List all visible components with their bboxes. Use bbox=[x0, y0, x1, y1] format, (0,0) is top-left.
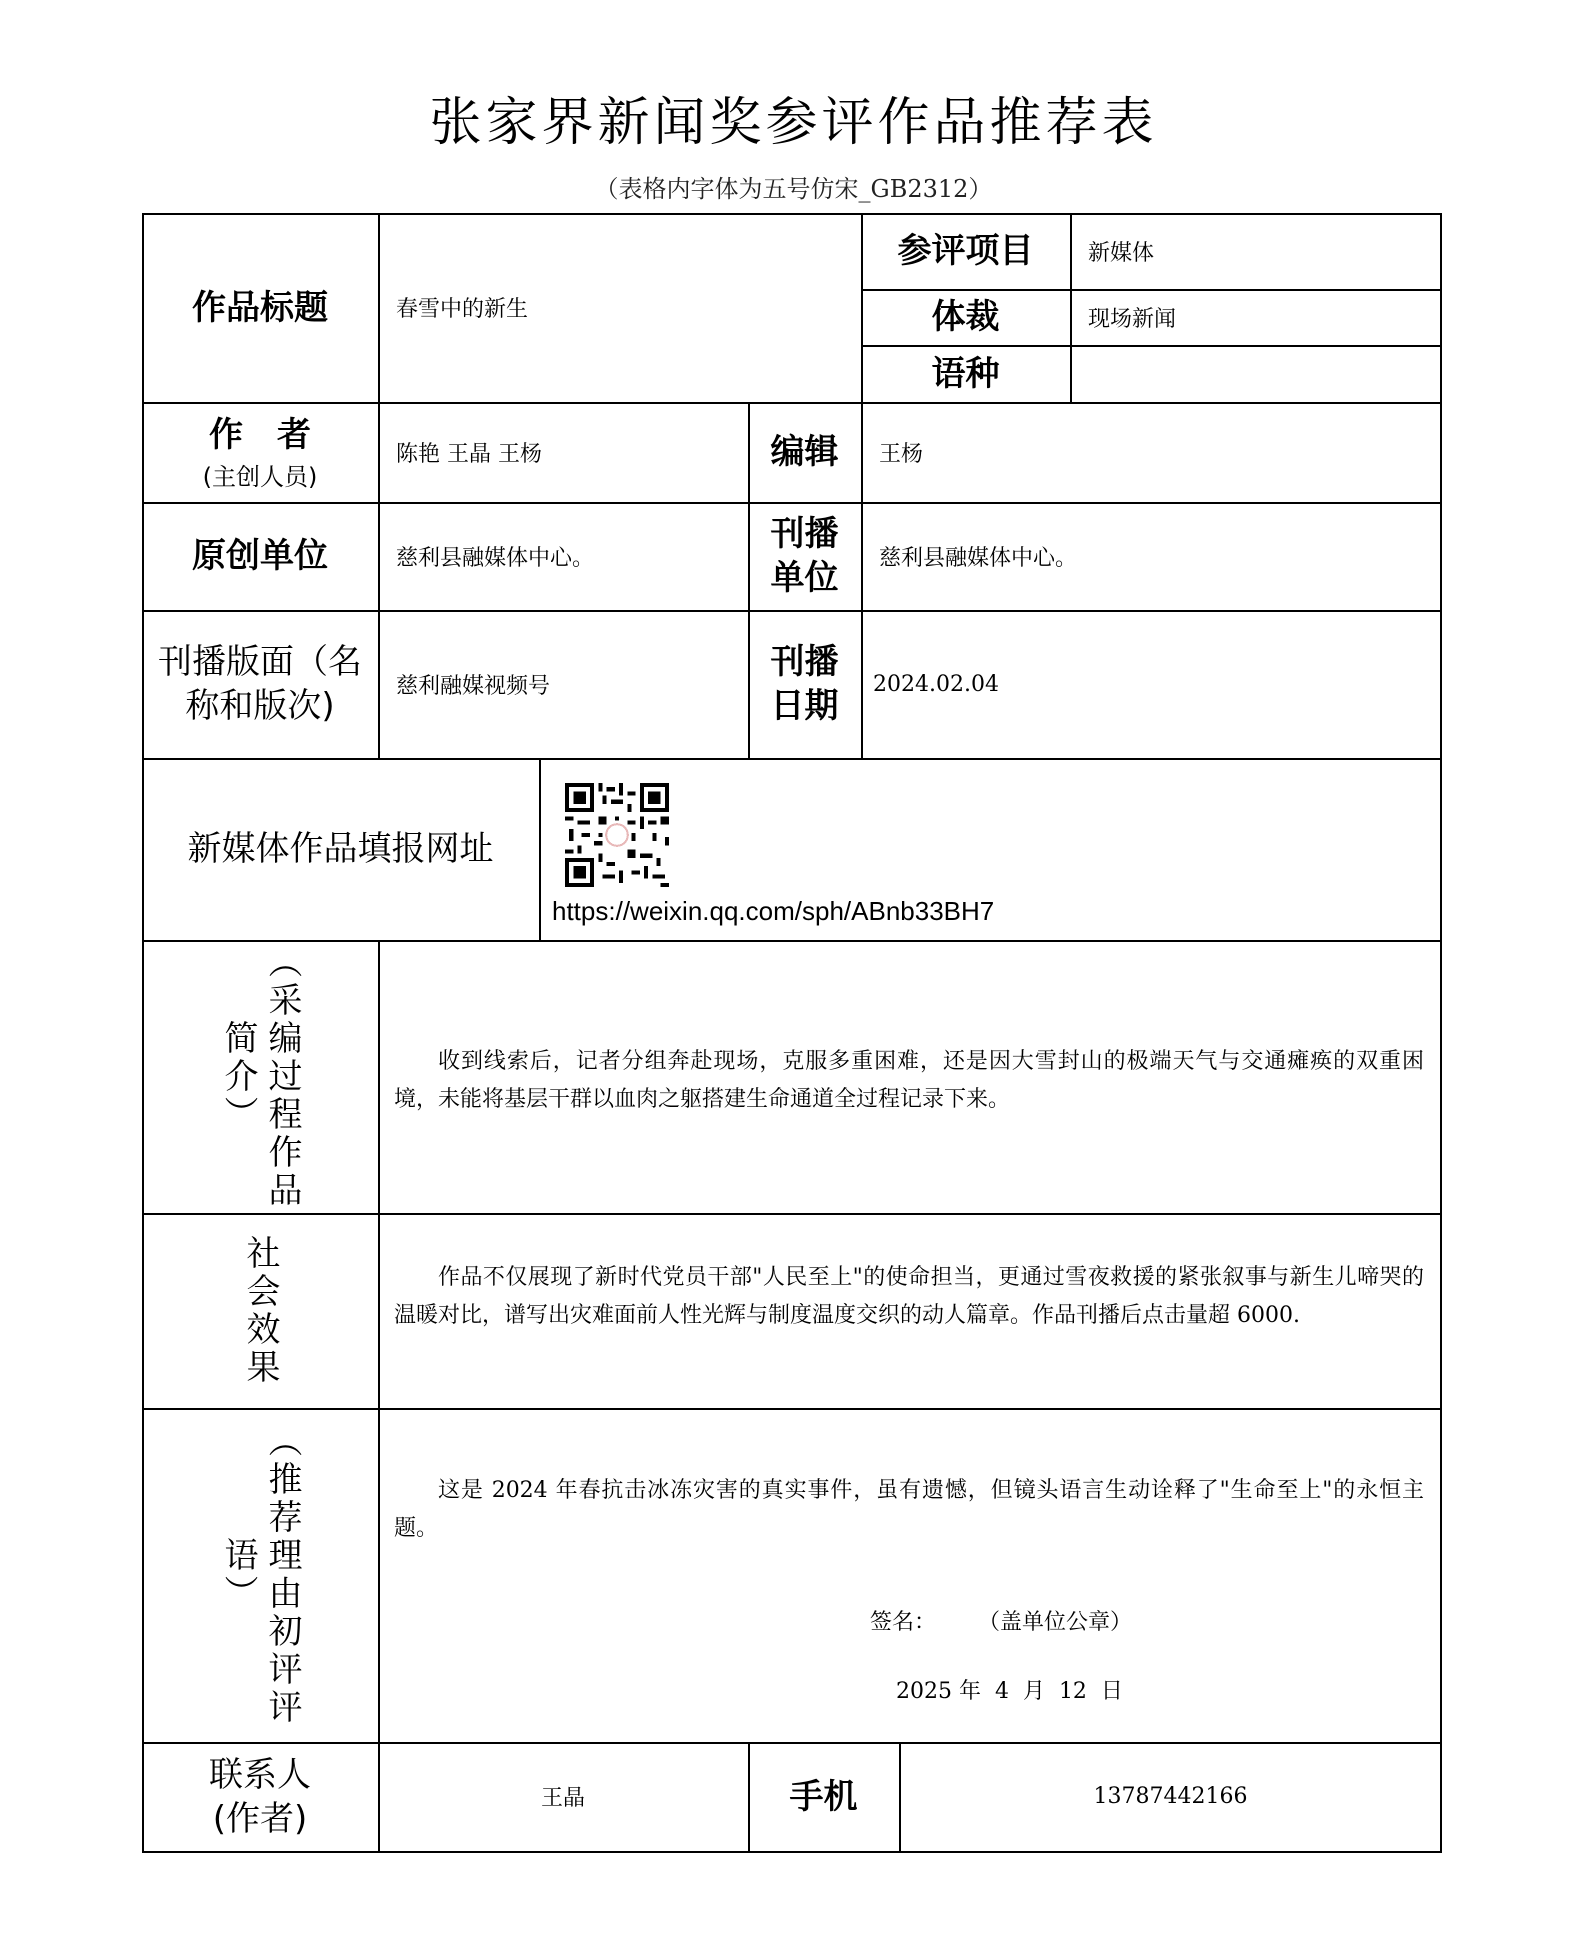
effect-label: 社会效果 bbox=[240, 1234, 280, 1387]
page-title: 张家界新闻奖参评作品推荐表 bbox=[429, 93, 1158, 153]
editor-label: 编辑 bbox=[770, 432, 839, 472]
category-value: 新媒体 bbox=[1088, 240, 1155, 266]
author-sublabel: (主创人员) bbox=[202, 462, 318, 491]
publish-unit-value: 慈利县融媒体中心。 bbox=[879, 545, 1078, 571]
recommendation-form-table bbox=[142, 213, 1442, 1853]
date-value: 2024.02.04 bbox=[873, 671, 999, 697]
signature-line: 签名： （盖单位公章） bbox=[870, 1610, 1132, 1635]
contact-label-cell bbox=[142, 1742, 378, 1851]
review-label: （推荐理由初评评语） bbox=[218, 1423, 302, 1727]
author-label-cell bbox=[142, 402, 378, 502]
contact-label: 联系人 bbox=[209, 1754, 311, 1795]
effect-text: 作品不仅展现了新时代党员干部"人民至上"的使命担当，更通过雪夜救援的紧张叙事与新生儿啼哭的温暖对比，谱写出灾难面前人性光辉与制度温度交织的动人篇章。作品刊播后点击量超 6000. bbox=[394, 1265, 1424, 1328]
qr-code-image[interactable] bbox=[562, 783, 672, 887]
url-label: 新媒体作品填报网址 bbox=[187, 829, 494, 869]
qr-code-logo bbox=[606, 824, 628, 846]
signature-date: 2025 年 4 月 12 日 bbox=[896, 1679, 1123, 1704]
review-text: 这是 2024 年春抗击冰冻灾害的真实事件，虽有遗憾，但镜头语言生动诠释了"生命至上"的永恒主题。 bbox=[394, 1478, 1424, 1541]
publish-unit-label: 刊播单位 bbox=[770, 514, 839, 598]
url-value-link[interactable]: https://weixin.qq.com/sph/ABnb33BH7 bbox=[552, 896, 995, 926]
origin-unit-value: 慈利县融媒体中心。 bbox=[396, 545, 595, 571]
contact-value: 王晶 bbox=[540, 1786, 585, 1811]
title-label: 作品标题 bbox=[192, 287, 328, 328]
process-label: （采编过程作品简介） bbox=[218, 943, 302, 1210]
table-line bbox=[539, 758, 541, 940]
table-border-bottom bbox=[142, 1851, 1442, 1853]
process-text: 收到线索后，记者分组奔赴现场，克服多重困难，还是因大雪封山的极端天气与交通瘫痪的双重困境，未能将基层干群以血肉之躯搭建生命通道全过程记录下来。 bbox=[394, 1049, 1424, 1112]
contact-sublabel: (作者) bbox=[212, 1798, 308, 1839]
genre-value: 现场新闻 bbox=[1088, 306, 1177, 332]
category-label: 参评项目 bbox=[897, 231, 1034, 271]
language-value bbox=[1070, 345, 1442, 402]
table-line bbox=[378, 940, 380, 1851]
phone-value: 13787442166 bbox=[1093, 1784, 1248, 1809]
genre-label: 体裁 bbox=[931, 297, 1000, 337]
author-label: 作 者 bbox=[209, 414, 311, 455]
layout-value: 慈利融媒视频号 bbox=[396, 673, 551, 699]
layout-label: 刊播版面（名称和版次) bbox=[158, 642, 362, 726]
phone-label: 手机 bbox=[789, 1776, 858, 1817]
date-label: 刊播日期 bbox=[770, 642, 839, 726]
author-value: 陈艳 王晶 王杨 bbox=[396, 441, 542, 467]
editor-value: 王杨 bbox=[879, 441, 924, 467]
language-label: 语种 bbox=[931, 353, 1000, 394]
page-subtitle: （表格内字体为五号仿宋_GB2312） bbox=[594, 175, 993, 203]
title-value: 春雪中的新生 bbox=[396, 297, 529, 322]
origin-unit-label: 原创单位 bbox=[192, 536, 328, 576]
